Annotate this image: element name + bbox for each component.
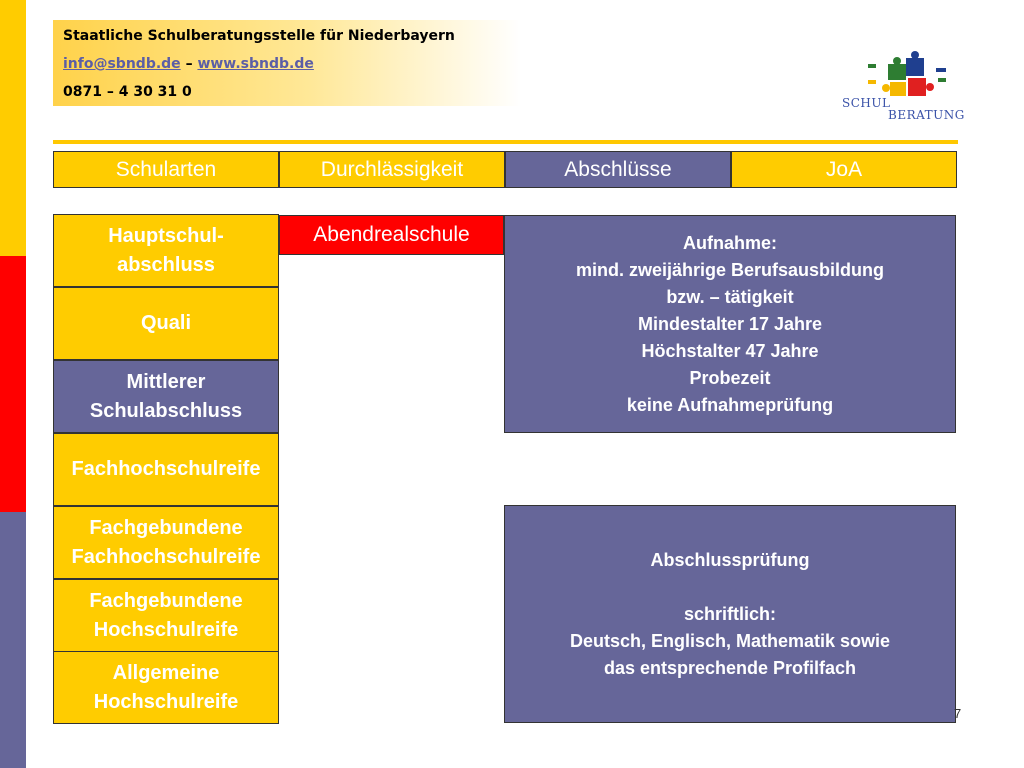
header-contact-box <box>53 20 521 106</box>
header-divider <box>53 140 958 144</box>
degree-fachgebundene-hochschulreife[interactable] <box>53 579 279 652</box>
degree-mittlerer-schulabschluss[interactable] <box>53 360 279 433</box>
exam-line: Abschlussprüfung <box>650 549 810 570</box>
sidebar-stripe-purple <box>0 512 26 768</box>
tab-joa[interactable]: JoA <box>731 151 957 188</box>
degree-allgemeine-hochschulreife[interactable] <box>53 651 279 724</box>
degree-label: Hauptschul- abschluss <box>108 224 224 276</box>
degree-label: Mittlerer Schulabschluss <box>89 370 243 422</box>
email-link[interactable]: info@sbndb.de <box>63 56 181 72</box>
tab-schularten[interactable]: Schularten <box>53 151 279 188</box>
tab-abschluesse[interactable]: Abschlüsse <box>505 151 731 188</box>
admission-line: Höchstalter 47 Jahre <box>641 340 819 361</box>
degree-label: Fachgebundene Fachhochschulreife <box>71 516 261 568</box>
degree-fachgebundene-fachhochschulreife[interactable] <box>53 506 279 579</box>
degree-label: Allgemeine Hochschulreife <box>93 661 239 713</box>
degree-fachhochschulreife[interactable] <box>53 433 279 506</box>
page-number: 7 <box>954 706 962 721</box>
schulberatung-logo <box>838 50 965 124</box>
degree-label: Fachhochschulreife <box>71 458 261 480</box>
admission-line: bzw. – tätigkeit <box>666 286 794 307</box>
website-link[interactable]: www.sbndb.de <box>197 56 314 72</box>
contact-links <box>63 56 314 72</box>
degree-quali[interactable] <box>53 287 279 360</box>
exam-line <box>505 574 955 601</box>
degree-hauptschulabschluss[interactable] <box>53 214 279 287</box>
admission-line: Probezeit <box>689 367 771 388</box>
org-name: Staatliche Schulberatungsstelle für Niederbayern <box>63 28 455 44</box>
sidebar-stripe-red <box>0 256 26 512</box>
admission-line: Aufnahme: <box>683 232 777 253</box>
exam-line: das entsprechende Profilfach <box>603 657 857 678</box>
degree-label: Quali <box>140 312 191 334</box>
admission-line: Mindestalter 17 Jahre <box>637 313 823 334</box>
admission-line: keine Aufnahmeprüfung <box>626 394 834 415</box>
degree-label: Fachgebundene Hochschulreife <box>89 589 243 641</box>
sidebar-stripe-yellow <box>0 0 26 256</box>
logo-text-beratung: BERATUNG <box>888 108 965 122</box>
exam-info-box <box>504 505 956 723</box>
exam-line: Deutsch, Englisch, Mathematik sowie <box>569 630 891 651</box>
tab-durchlaessigkeit[interactable]: Durchlässigkeit <box>279 151 505 188</box>
logo-text-schul: SCHUL <box>842 96 891 110</box>
link-separator: – <box>185 56 193 72</box>
school-type-abendrealschule[interactable]: Abendrealschule <box>279 215 504 255</box>
admission-line: mind. zweijährige Berufsausbildung <box>575 259 885 280</box>
phone-number: 0871 – 4 30 31 0 <box>63 84 192 100</box>
admission-info-box <box>504 215 956 433</box>
exam-line: schriftlich: <box>683 603 776 624</box>
